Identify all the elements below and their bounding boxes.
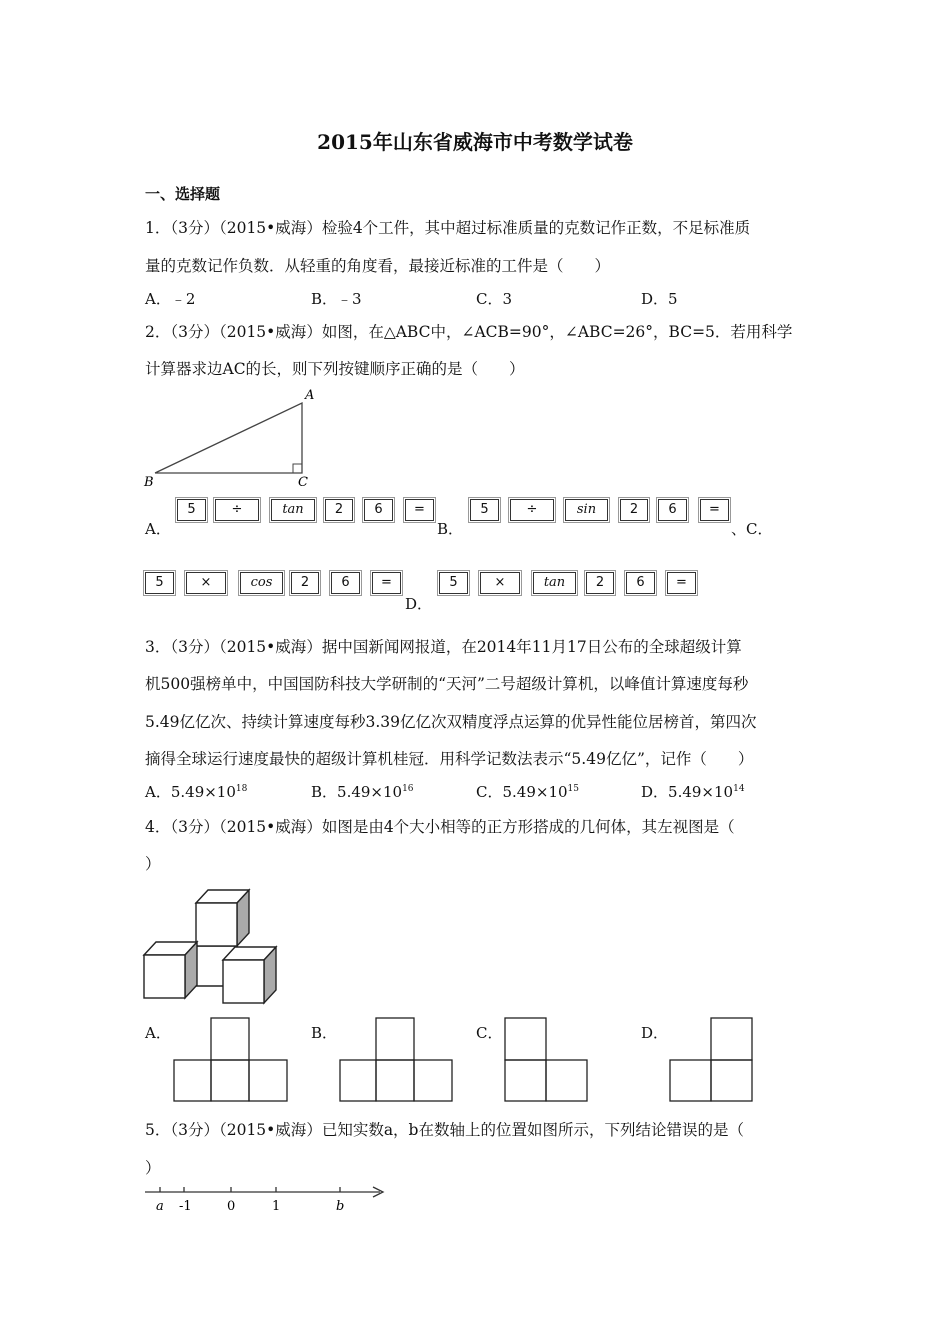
vertex-c-label: C (298, 475, 308, 490)
q3-line4: 摘得全球运行速度最快的超级计算机桂冠．用科学记数法表示“5.49亿亿”，记作（ ） (145, 750, 754, 768)
q2-line1: 2．（3分）（2015•威海）如图，在△ABC中，∠ACB=90°，∠ABC=26°，BC=5．若用科学 (145, 323, 793, 341)
q2-d-key-2: × (480, 572, 520, 594)
q4-line1: 4．（3分）（2015•威海）如图是由4个大小相等的正方形搭成的几何体，其左视图是（ (145, 818, 735, 836)
q2-b-key-5: 6 (658, 499, 687, 521)
cube-stack (144, 890, 276, 1003)
q4-option-c: C． (476, 1024, 503, 1042)
q2-a-key-6: = (405, 499, 434, 521)
q3-line1: 3．（3分）（2015•威海）据中国新闻网报道，在2014年11月17日公布的全球超级计算 (145, 638, 742, 656)
vertex-a-label: A (305, 388, 315, 403)
q1-line2: 量的克数记作负数．从轻重的角度看，最接近标准的工件是（ ） (145, 257, 611, 275)
q2-d-key-1: 5 (439, 572, 468, 594)
q2-b-key-2: ÷ (510, 499, 554, 521)
q2-line2: 计算器求边AC的长，则下列按键顺序正确的是（ ） (145, 360, 525, 378)
q3-line2: 机500强榜单中，中国国防科技大学研制的“天河”二号超级计算机，以峰值计算速度每秒 (145, 675, 749, 693)
q2-option-a-label: A． (145, 520, 171, 538)
right-angle-mark (293, 464, 302, 473)
q3-option-d: D．$5.49\times 10^{14}$ (641, 783, 745, 801)
q1-option-a: A．﹣2 (145, 290, 196, 308)
q2-d-key-6: = (667, 572, 696, 594)
q5-line1: 5．（3分）（2015•威海）已知实数a，b在数轴上的位置如图所示，下列结论错误的是（ (145, 1121, 744, 1139)
q2-c-key-2: × (186, 572, 226, 594)
q2-b-key-1: 5 (470, 499, 499, 521)
axis-label-0: 0 (227, 1199, 236, 1214)
q1-option-b: B．﹣3 (311, 290, 362, 308)
q2-c-key-6: = (372, 572, 401, 594)
section-heading: 一、选择题 (145, 185, 221, 203)
q4-option-d-view (666, 1016, 761, 1106)
q5-line2: ） (145, 1159, 161, 1177)
q2-a-key-4: 2 (325, 499, 353, 521)
q2-c-key-4: 2 (291, 572, 319, 594)
q1-option-c: C．3 (476, 290, 513, 308)
axis-label-b: b (336, 1199, 345, 1214)
q3-option-b: B．$5.49\times 10^{16}$ (311, 783, 414, 801)
q4-line2: ） (145, 855, 161, 873)
q2-b-key-4: 2 (620, 499, 648, 521)
q2-c-key-3: cos (240, 572, 283, 594)
q2-a-key-1: 5 (177, 499, 206, 521)
q4-option-b: B． (311, 1024, 338, 1042)
vertex-b-label: B (144, 475, 154, 490)
axis-label-neg1: -1 (179, 1199, 192, 1214)
q2-d-key-4: 2 (586, 572, 614, 594)
q1-option-d: D．5 (641, 290, 678, 308)
q4-option-d: D． (641, 1024, 669, 1042)
q2-option-b-label: B． (437, 520, 464, 538)
q2-b-key-3: sin (565, 499, 608, 521)
q2-d-key-5: 6 (626, 572, 655, 594)
q2-b-key-6: = (700, 499, 729, 521)
q2-option-c-label: 、C． (731, 520, 773, 538)
q4-option-a: A． (145, 1024, 171, 1042)
number-line-figure (140, 1180, 400, 1220)
q4-option-b-view (336, 1016, 461, 1106)
triangle-abc (155, 403, 302, 473)
triangle-figure (140, 385, 330, 495)
q2-c-key-5: 6 (331, 572, 360, 594)
page-title: 2015年山东省威海市中考数学试卷 (317, 130, 633, 154)
q2-a-key-5: 6 (364, 499, 393, 521)
q4-option-c-view (501, 1016, 596, 1106)
q2-d-key-3: tan (533, 572, 576, 594)
q2-option-d-label: D． (405, 595, 433, 613)
axis-label-a: a (156, 1199, 164, 1214)
q2-a-key-3: tan (271, 499, 315, 521)
q3-line3: 5.49亿亿次、持续计算速度每秒3.39亿亿次双精度浮点运算的优异性能位居榜首，第四次 (145, 713, 757, 731)
cube-stack-figure (140, 885, 285, 1010)
q3-option-a: A．$5.49\times 10^{18}$ (145, 783, 248, 801)
q4-option-a-view (170, 1016, 295, 1106)
q2-c-key-1: 5 (145, 572, 174, 594)
q1-line1: 1．（3分）（2015•威海）检验4个工件，其中超过标准质量的克数记作正数，不足标准质 (145, 219, 751, 237)
q2-a-key-2: ÷ (215, 499, 259, 521)
q3-option-c: C．$5.49\times 10^{15}$ (476, 783, 579, 801)
axis-label-1: 1 (272, 1199, 281, 1214)
